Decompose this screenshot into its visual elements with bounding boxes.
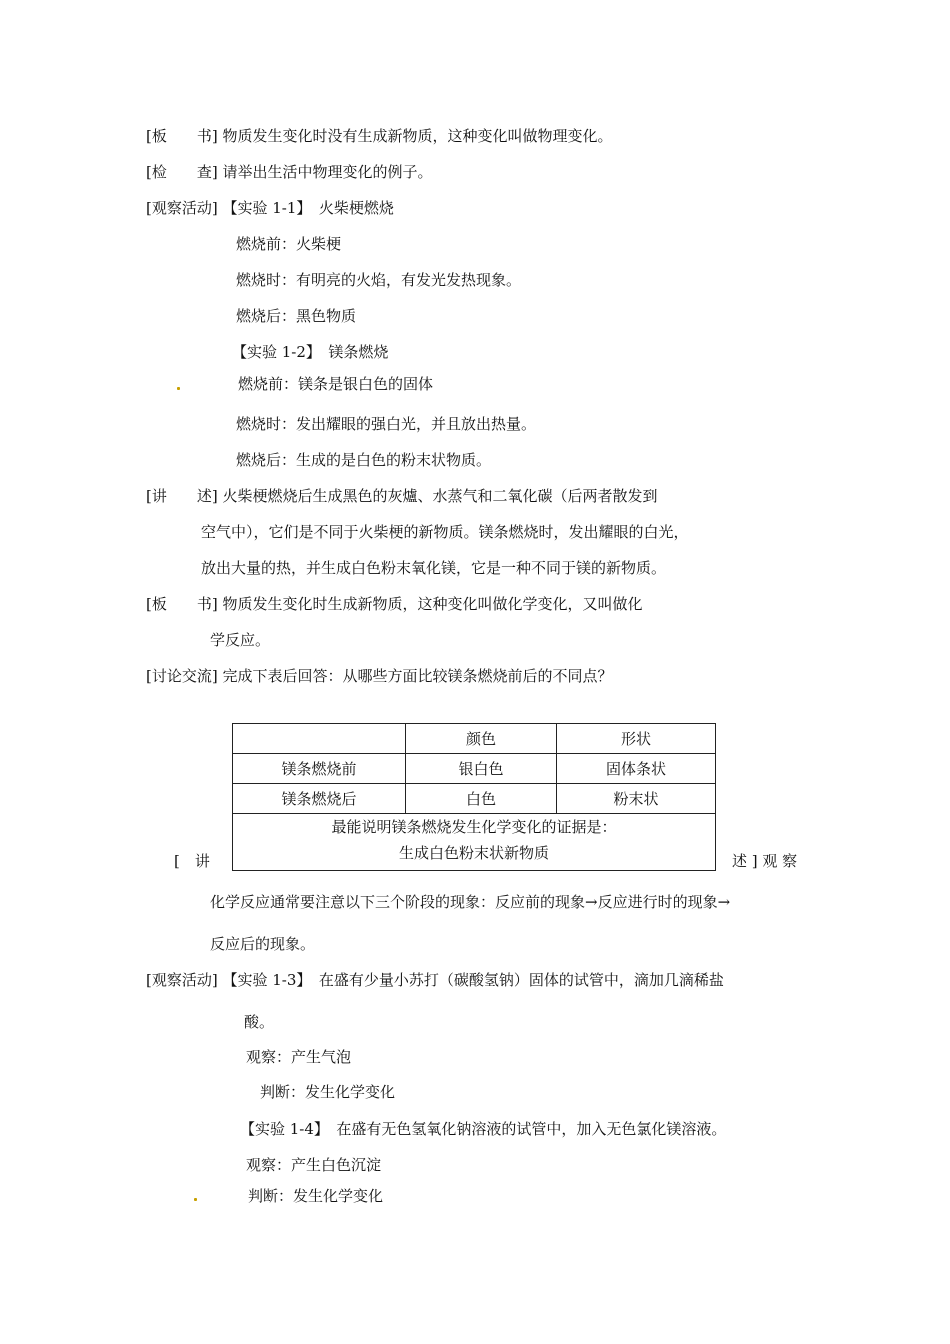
board-note-continued: 学反应。 bbox=[210, 631, 271, 649]
experiment-1-2-title: 【实验 1-2】 镁条燃烧 bbox=[232, 343, 389, 361]
exp4-judgement: 判断：发生化学变化 bbox=[248, 1187, 384, 1205]
exp3-judgement: 判断：发生化学变化 bbox=[260, 1083, 396, 1101]
board-note-physical-change: [板 书] 物质发生变化时没有生成新物质，这种变化叫做物理变化。 bbox=[146, 127, 613, 145]
table-cell: 镁条燃烧前 bbox=[233, 754, 406, 784]
explanation-line-2: 空气中），它们是不同于火柴梗的新物质。镁条燃烧时，发出耀眼的白光， bbox=[201, 523, 689, 541]
exp1-before: 燃烧前：火柴梗 bbox=[236, 235, 342, 253]
exp1-during: 燃烧时：有明亮的火焰，有发光发热现象。 bbox=[236, 271, 522, 289]
exp2-after: 燃烧后：生成的是白色的粉末状物质。 bbox=[236, 451, 492, 469]
exp3-observation: 观察：产生气泡 bbox=[246, 1048, 352, 1066]
table-evidence-row bbox=[233, 814, 716, 871]
experiment-1-3-title: [观察活动] 【实验 1-3】 在盛有少量小苏打（碳酸氢钠）固体的试管中，滴加几滴稀盐 bbox=[146, 971, 724, 989]
table-header-row bbox=[233, 724, 716, 754]
explanation-line-3: 放出大量的热，并生成白色粉末氧化镁，它是一种不同于镁的新物质。 bbox=[201, 559, 667, 577]
exp4-observation: 观察：产生白色沉淀 bbox=[246, 1156, 382, 1174]
table-row bbox=[233, 754, 716, 784]
marker-dot bbox=[194, 1198, 197, 1201]
table-row bbox=[233, 784, 716, 814]
explanation-line-1: [讲 述] 火柴梗燃烧后生成黑色的灰爐、水蒸气和二氧化碳（后两者散发到 bbox=[146, 487, 658, 505]
table-cell: 固体条状 bbox=[557, 754, 716, 784]
comparison-table bbox=[232, 723, 716, 871]
marker-dot bbox=[177, 387, 180, 390]
experiment-1-4-title: 【实验 1-4】 在盛有无色氢氧化钠溶液的试管中，加入无色氯化镁溶液。 bbox=[240, 1120, 727, 1138]
evidence-label: 最能说明镁条燃烧发生化学变化的证据是： bbox=[331, 818, 617, 836]
discussion-prompt: [讨论交流] 完成下表后回答：从哪些方面比较镁条燃烧前后的不同点？ bbox=[146, 667, 613, 685]
lecture-tag-left: [ 讲 bbox=[174, 852, 210, 870]
table-cell: 镁条燃烧后 bbox=[233, 784, 406, 814]
lecture-tag-right: 述 ] 观 察 bbox=[732, 852, 798, 870]
experiment-1-3-continued: 酸。 bbox=[244, 1013, 275, 1031]
exp2-during: 燃烧时：发出耀眼的强白光，并且放出热量。 bbox=[236, 415, 537, 433]
exp1-after: 燃烧后：黑色物质 bbox=[236, 307, 357, 325]
experiment-1-1-title: [观察活动] 【实验 1-1】 火柴梗燃烧 bbox=[146, 199, 394, 217]
table-cell: 粉末状 bbox=[557, 784, 716, 814]
board-note-chemical-change: [板 书] 物质发生变化时生成新物质，这种变化叫做化学变化，又叫做化 bbox=[146, 595, 643, 613]
exp2-before: 燃烧前：镁条是银白色的固体 bbox=[238, 375, 434, 393]
table-cell: 银白色 bbox=[406, 754, 557, 784]
evidence-answer: 生成白色粉末状新物质 bbox=[398, 844, 549, 862]
observation-stages-line-2: 反应后的现象。 bbox=[210, 935, 316, 953]
observation-stages-line-1: 化学反应通常要注意以下三个阶段的现象：反应前的现象→反应进行时的现象→ bbox=[210, 893, 731, 911]
table-cell: 白色 bbox=[406, 784, 557, 814]
table-header-cell: 颜色 bbox=[406, 724, 557, 754]
evidence-cell bbox=[233, 814, 716, 871]
table-header-cell: 形状 bbox=[557, 724, 716, 754]
check-question: [检 查] 请举出生活中物理变化的例子。 bbox=[146, 163, 433, 181]
table-header-cell bbox=[233, 724, 406, 754]
